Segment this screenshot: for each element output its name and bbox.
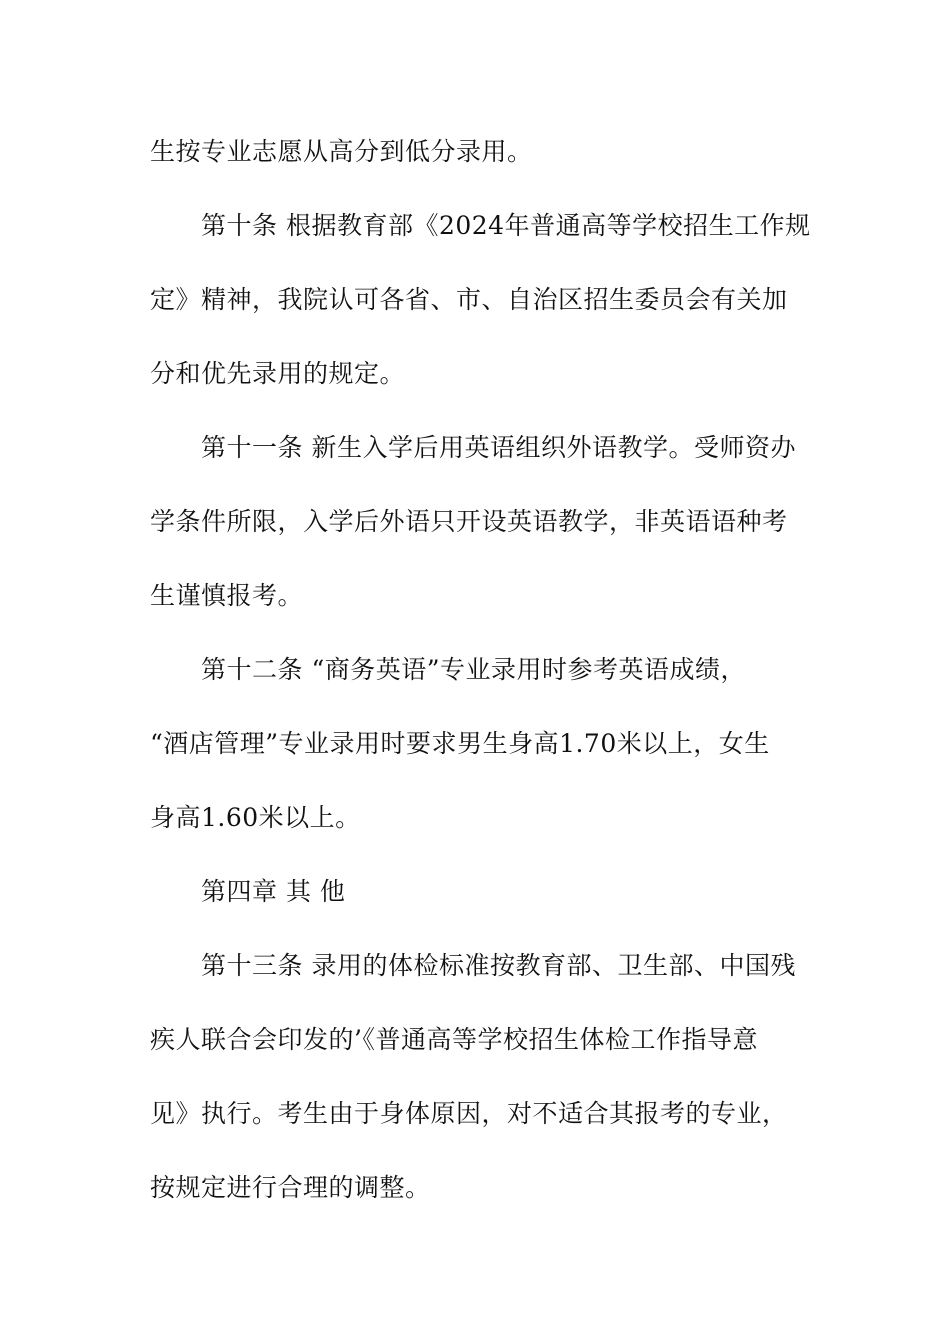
paragraph-line: 分和优先录用的规定。 [150,359,406,388]
paragraph-line: 身高1.60米以上。 [150,803,361,832]
paragraph-line: 定》精神，我院认可各省、市、自治区招生委员会有关加 [150,285,788,314]
article-12-heading-line: 第十二条 “商务英语”专业录用时参考英语成绩， [201,655,747,684]
paragraph-line: 生按专业志愿从高分到低分录用。 [150,137,533,166]
chapter-4-heading: 第四章 其 他 [201,877,346,906]
article-11-heading-line: 第十一条 新生入学后用英语组织外语教学。受师资办 [201,433,796,462]
paragraph-line: 按规定进行合理的调整。 [150,1173,431,1202]
paragraph-line: 疾人联合会印发的’《普通高等学校招生体检工作指导意 [150,1025,758,1054]
paragraph-line: 学条件所限，入学后外语只开设英语教学，非英语语种考 [150,507,788,536]
article-13-heading-line: 第十三条 录用的体检标准按教育部、卫生部、中国残 [201,951,796,980]
article-10-heading-line: 第十条 根据教育部《2024年普通高等学校招生工作规 [201,211,811,240]
paragraph-line: 生谨慎报考。 [150,581,304,610]
paragraph-line: “酒店管理”专业录用时要求男生身高1.70米以上，女生 [150,729,770,758]
paragraph-line: 见》执行。考生由于身体原因，对不适合其报考的专业， [150,1099,788,1128]
